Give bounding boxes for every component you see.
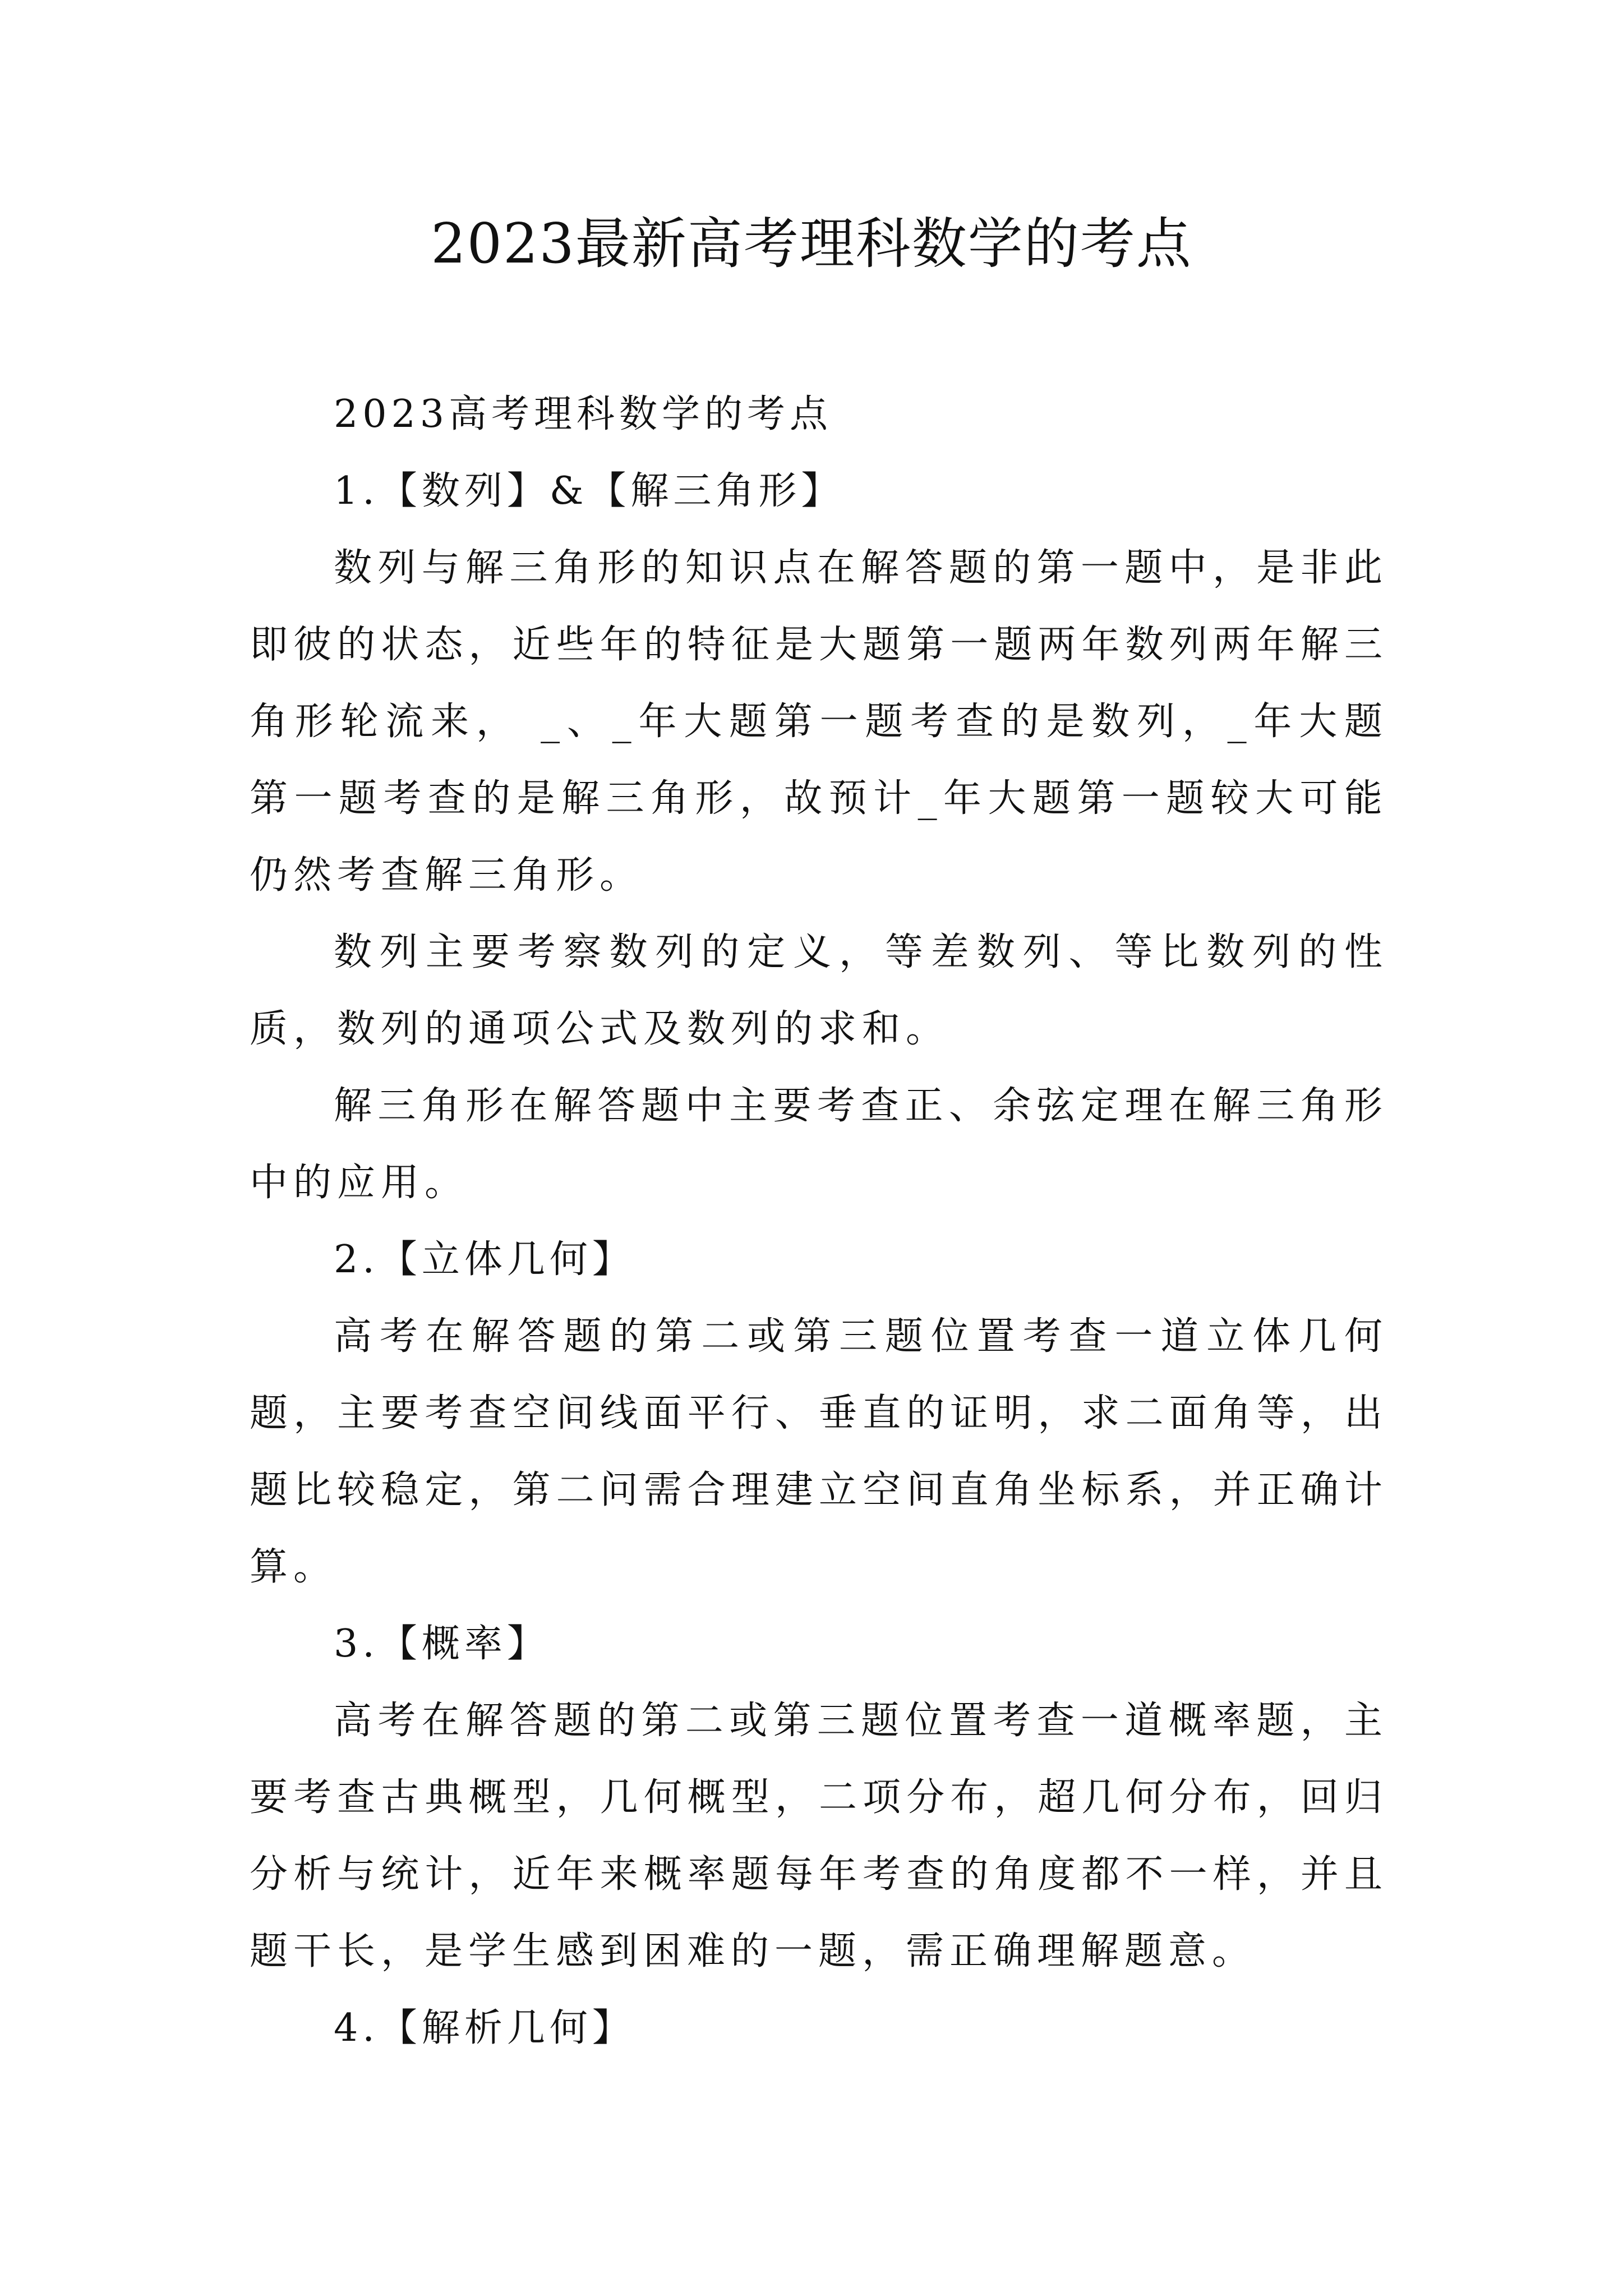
document-title: 2023最新高考理科数学的考点 [431, 212, 1192, 276]
section-paragraph: 数列与解三角形的知识点在解答题的第一题中，是非此即彼的状态，近些年的特征是大题第一题两年数列两年解三角形轮流来， _、_年大题第一题考查的是数列，_年大题第一题考查的是解三角形，故预计_年大题第一题较大可能仍然考查解三角形。 [250, 546, 1388, 898]
section-heading-solid-geometry: 2.【立体几何】 [334, 1237, 635, 1282]
section-heading-sequences-triangles: 1.【数列】&【解三角形】 [334, 469, 844, 513]
document-body [250, 376, 1388, 2067]
section-paragraph: 高考在解答题的第二或第三题位置考查一道概率题，主要考查古典概型，几何概型，二项分布，超几何分布，回归分析与统计，近年来概率题每年考查的角度都不一样，并且题干长，是学生感到困难的一题，需正确理解题意。 [250, 1699, 1388, 1973]
section-heading-probability: 3.【概率】 [334, 1622, 550, 1666]
section-paragraph: 高考在解答题的第二或第三题位置考查一道立体几何题，主要考查空间线面平行、垂直的证明，求二面角等，出题比较稳定，第二问需合理建立空间直角坐标系，并正确计算。 [250, 1314, 1388, 1589]
document-subtitle: 2023高考理科数学的考点 [334, 392, 833, 436]
section-paragraph: 解三角形在解答题中主要考查正、余弦定理在解三角形中的应用。 [250, 1084, 1388, 1205]
section-paragraph: 数列主要考察数列的定义，等差数列、等比数列的性质，数列的通项公式及数列的求和。 [250, 930, 1388, 1051]
section-heading-analytic-geometry: 4.【解析几何】 [334, 2006, 635, 2050]
